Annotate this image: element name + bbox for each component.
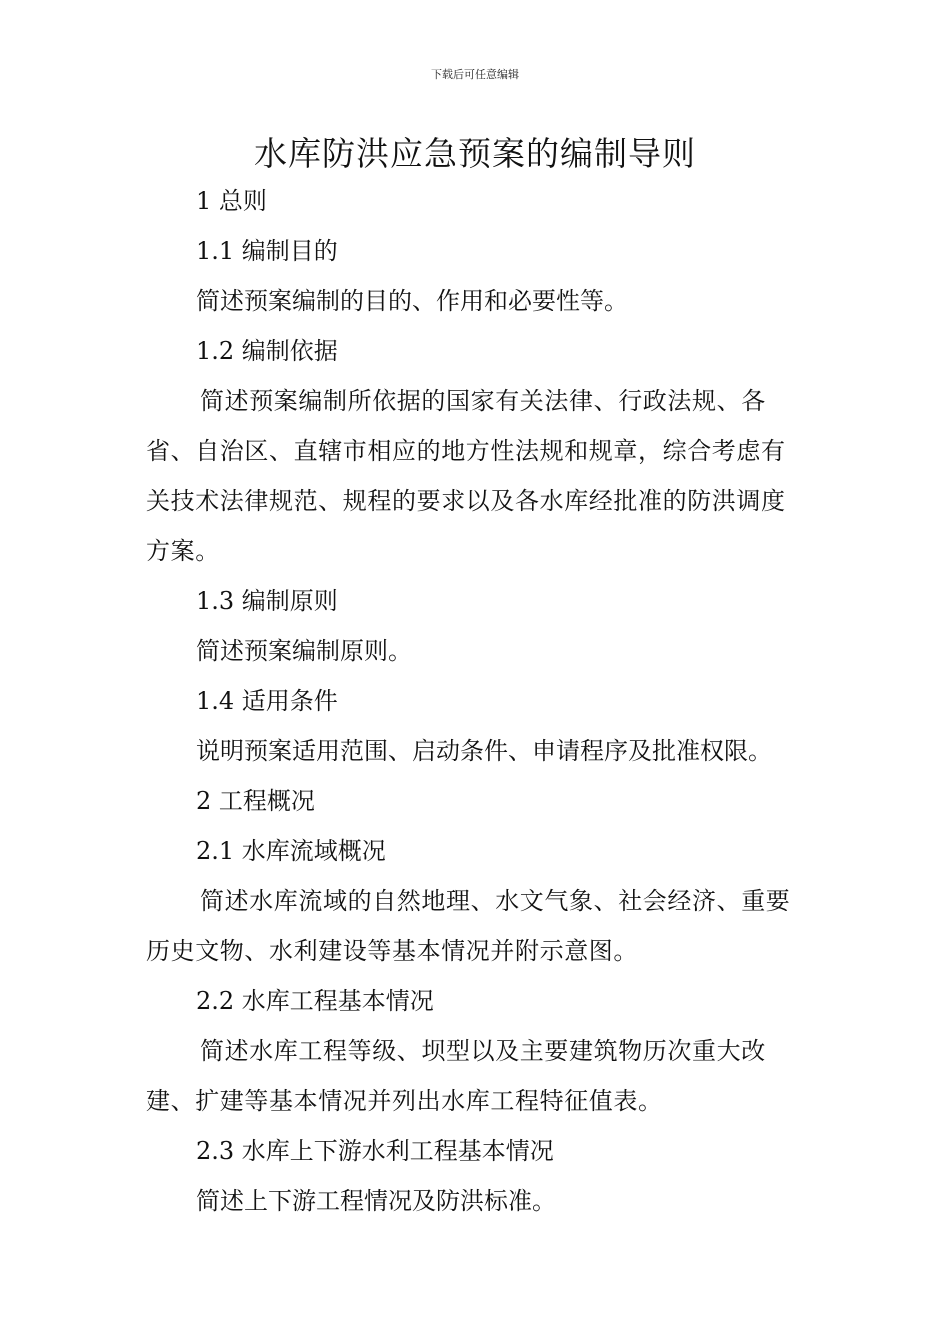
body-paragraph: 简述水库流域的自然地理、水文气象、社会经济、重要历史文物、水利建设等基本情况并附示意图。 — [146, 887, 791, 965]
subsection-heading: 2.2 水库工程基本情况 — [196, 987, 434, 1015]
document-title: 水库防洪应急预案的编制导则 — [254, 134, 696, 173]
body-text: 简述预案编制原则。 — [196, 637, 412, 665]
subsection-heading: 1.1 编制目的 — [196, 237, 338, 265]
section-heading: 2 工程概况 — [196, 787, 315, 815]
header-note: 下载后可任意编辑 — [431, 68, 519, 81]
subsection-heading: 1.2 编制依据 — [196, 337, 338, 365]
section-heading: 1 总则 — [196, 187, 267, 215]
subsection-heading: 2.1 水库流域概况 — [196, 837, 386, 865]
body-text: 简述上下游工程情况及防洪标准。 — [196, 1187, 556, 1215]
body-paragraph: 简述预案编制所依据的国家有关法律、行政法规、各省、自治区、直辖市相应的地方性法规和规章，综合考虑有关技术法律规范、规程的要求以及各水库经批准的防洪调度方案。 — [146, 387, 786, 565]
document-body — [146, 176, 808, 1226]
body-text: 说明预案适用范围、启动条件、申请程序及批准权限。 — [196, 737, 772, 765]
subsection-heading: 2.3 水库上下游水利工程基本情况 — [196, 1137, 554, 1165]
subsection-heading: 1.4 适用条件 — [196, 687, 338, 715]
subsection-heading: 1.3 编制原则 — [196, 587, 338, 615]
body-paragraph: 简述水库工程等级、坝型以及主要建筑物历次重大改建、扩建等基本情况并列出水库工程特征值表。 — [146, 1037, 766, 1115]
body-text: 简述预案编制的目的、作用和必要性等。 — [196, 287, 628, 315]
